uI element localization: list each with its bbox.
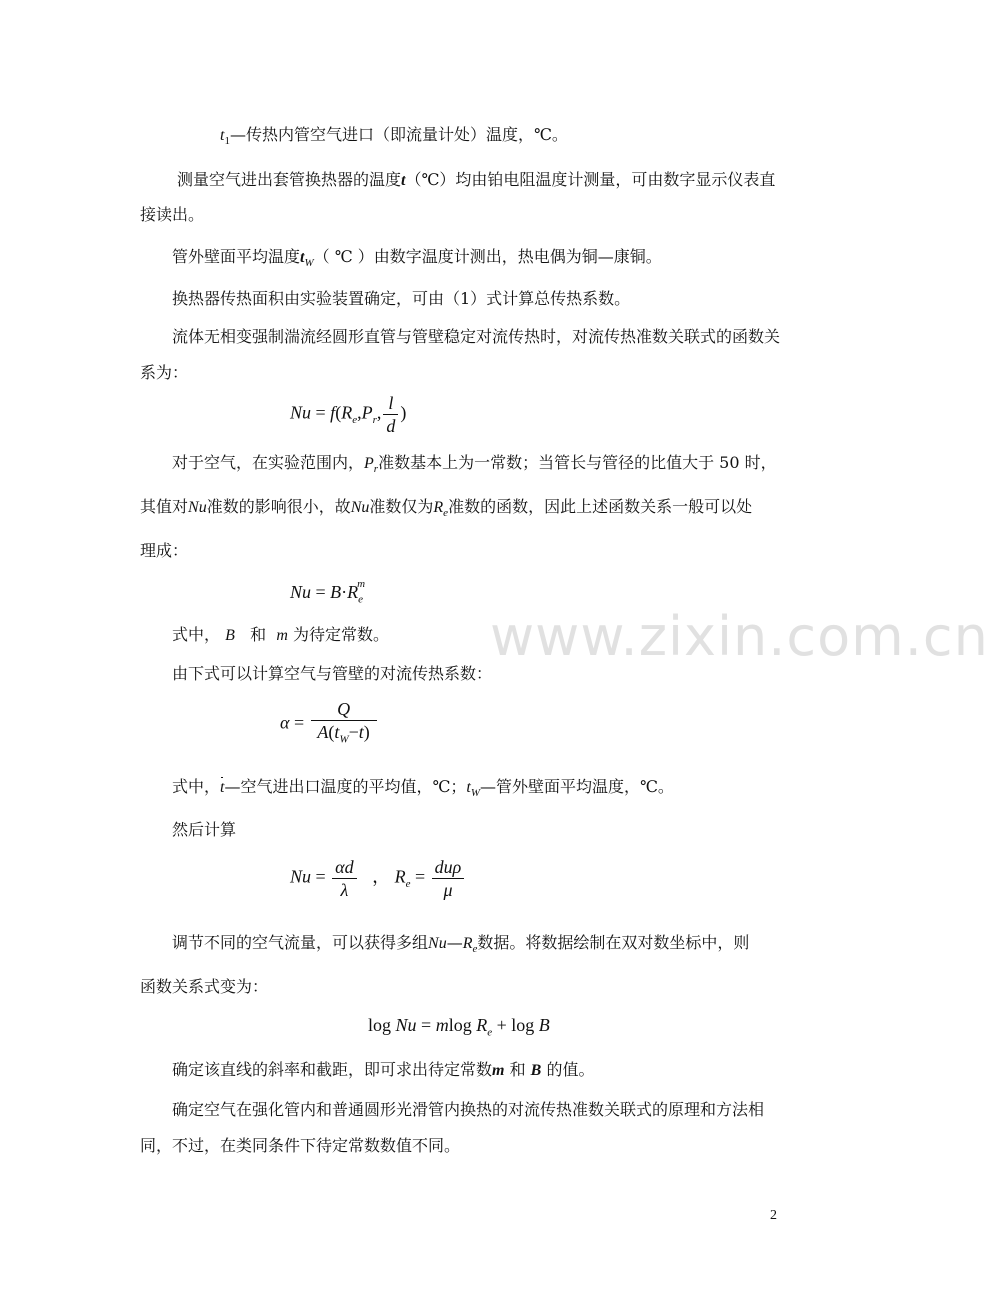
paragraph-wall-temperature: 管外壁面平均温度$t_W$（ ℃ ）由数字温度计测出，热电偶为铜—康铜。	[172, 247, 662, 270]
paragraph-then-compute: 然后计算	[172, 820, 237, 839]
paragraph-constants: 式中， B 和 m 为待定常数。	[172, 625, 390, 644]
paragraph-enhanced-tube-cont: 同，不过，在类同条件下待定常数数值不同。	[140, 1136, 461, 1155]
paragraph-pr-constant: 对于空气，在实验范围内，$P_r$准数基本上为一常数；当管长与管径的比值大于 50 时，	[172, 453, 777, 476]
paragraph-turbulent-flow: 流体无相变强制湍流经圆形直管与管壁稳定对流传热时，对流传热准数关联式的函数关	[172, 327, 781, 346]
equation-alpha: α = $\frac{Q}{A(t_W-t)}$	[280, 698, 379, 751]
equation-nu-re-definitions: Nu = $\frac{\alpha d}{\lambda}$ ， $R_e$ = $\frac{\text{duρ}}{\mu}$	[290, 856, 466, 901]
paragraph-t1-definition: $t_1—$传热内管空气进口（即流量计处）温度，℃。	[220, 125, 568, 148]
paragraph-slope-intercept: 确定该直线的斜率和截距，即可求出待定常数m 和 B 的值。	[172, 1060, 595, 1079]
paragraph-temperature-measure-cont: 接读出。	[140, 205, 205, 224]
paragraph-temperature-measure: 测量空气进出套管换热器的温度t（℃）均由铂电阻温度计测量，可由数字显示仪表直	[177, 170, 776, 189]
paragraph-pr-constant-cont: 其值对Nu准数的影响很小，故Nu准数仅为$R_e$准数的函数，因此上述函数关系一般可以处	[140, 497, 753, 520]
equation-log-form: log Nu = mlog $R_e + \log B$	[368, 1015, 550, 1039]
paragraph-turbulent-flow-cont: 系为：	[140, 363, 189, 382]
paragraph-alpha-intro: 由下式可以计算空气与管壁的对流传热系数：	[172, 664, 493, 683]
paragraph-log-plot: 调节不同的空气流量，可以获得多组$Nu—R_e$数据。将数据绘制在双对数坐标中，则	[172, 933, 750, 956]
paragraph-enhanced-tube: 确定空气在强化管内和普通圆形光滑管内换热的对流传热准数关联式的原理和方法相	[172, 1100, 765, 1119]
equation-nu-function: $Nu = f(R_e,P_r$, $\frac{l}{d}$ )	[290, 393, 407, 436]
watermark: www.zixin.com.cn	[490, 605, 989, 668]
equation-nu-power-law: $Nu = B\cdot R_e^m$	[290, 578, 366, 606]
paragraph-log-plot-cont: 函数关系式变为：	[140, 977, 269, 996]
paragraph-heat-area: 换热器传热面积由实验装置确定，可由（1）式计算总传热系数。	[172, 289, 631, 308]
paragraph-pr-constant-end: 理成：	[140, 541, 189, 560]
page-number: 2	[770, 1208, 777, 1223]
paragraph-alpha-symbols: 式中，t—空气进出口温度的平均值，℃；$t_W—$管外壁面平均温度，℃。	[172, 777, 674, 800]
